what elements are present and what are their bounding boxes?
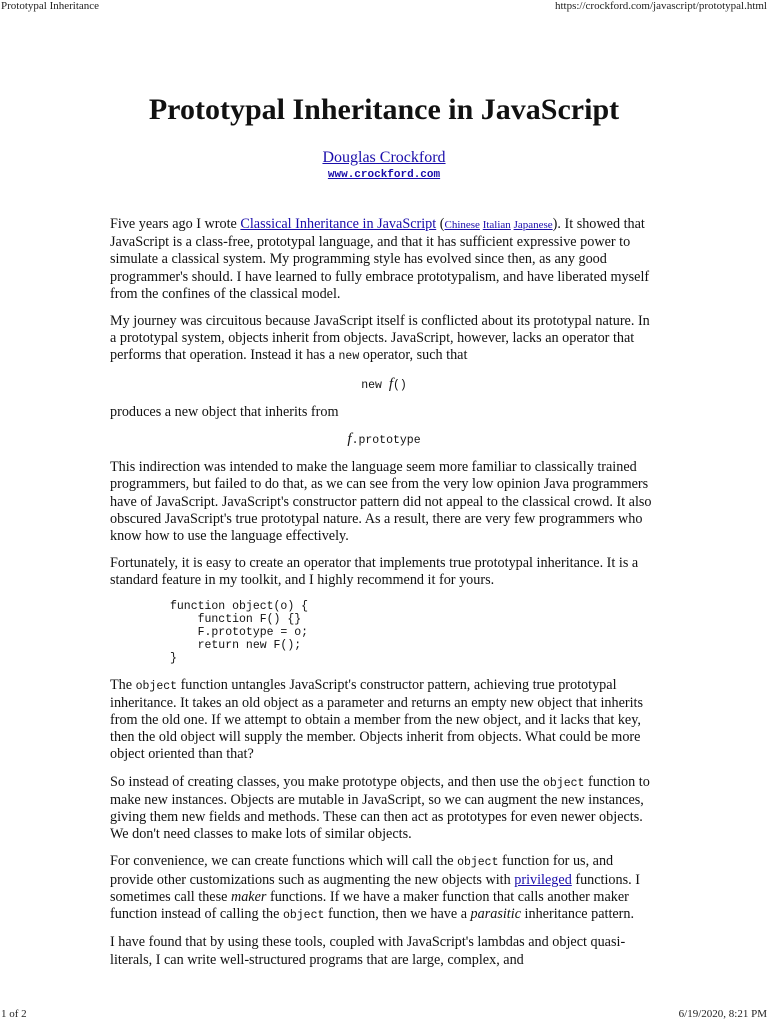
paragraph-8: For convenience, we can create functions which will call the object function for us, and provide other customizations such as augmenting the new objects with privileged functions. I sometimes call these maker functions. If we have a maker function that calls another maker function instead of calling the object function, then we have a parasitic inheritance pattern. <box>110 853 640 923</box>
paragraph-1: Five years ago I wrote Classical Inheritance in JavaScript (Chinese Italian Japanese). It showed that JavaScript is a class-free, prototypal language, and that it has sufficient expressive power to simulate a classical system. My programming style has evolved since then, as any good programmer's should. I have learned to fully embrace prototypalism, and have liberated myself from the confines of the classical model. <box>110 216 650 302</box>
code-block: function object(o) { function F() {} F.prototype = o; return new F(); } <box>170 599 309 665</box>
article-body <box>110 216 658 979</box>
author-block <box>0 148 768 182</box>
paragraph-9: I have found that by using these tools, coupled with JavaScript's lambdas and object quasi-literals, I can write well-structured programs that are large, complex, and <box>110 934 626 968</box>
paragraph-4: This indirection was intended to make the language seem more familiar to classically trained programmers, but failed to do that, as we can see from the very low opinion Java programmers have of JavaScript. JavaScript's constructor pattern did not appeal to the classical crowd. It also obscured JavaScript's true prototypal nature. As a result, there are very few programmers who know how to use the language effectively. <box>110 459 652 545</box>
print-timestamp: 6/19/2020, 8:21 PM <box>678 1008 767 1020</box>
print-footer <box>0 1008 768 1024</box>
japanese-link[interactable]: Japanese <box>513 219 553 231</box>
print-url: https://crockford.com/javascript/prototypal.html <box>554 0 767 12</box>
paragraph-2: My journey was circuitous because JavaScript itself is conflicted about its prototypal nature. In a prototypal system, objects inherit from objects. JavaScript, however, lacks an operator that performs that operation. Instead it has a new operator, such that <box>110 313 650 364</box>
chinese-link[interactable]: Chinese <box>444 219 480 231</box>
paragraph-6: The object function untangles JavaScript's constructor pattern, achieving true prototypal inheritance. It takes an old object as a parameter and returns an empty new object that inherits from the old one. If we attempt to obtain a member from the new object, and it lacks that key, then the old object will supply the member. Objects inherit from objects. What could be more object oriented than that? <box>110 676 644 763</box>
site-link[interactable]: www.crockford.com <box>327 169 441 181</box>
print-header <box>0 0 768 16</box>
privileged-link[interactable]: privileged <box>514 871 572 888</box>
page-title: Prototypal Inheritance in JavaScript <box>148 93 620 126</box>
paragraph-7: So instead of creating classes, you make prototype objects, and then use the object function to make new instances. Objects are mutable in JavaScript, so we can augment the new instances, giving them new fields and methods. These can then act as prototypes for even newer objects. We don't need classes to make lots of similar objects. <box>110 773 650 843</box>
author-link[interactable]: Douglas Crockford <box>322 149 446 166</box>
paragraph-3: produces a new object that inherits from <box>110 403 339 420</box>
classical-inheritance-link[interactable]: Classical Inheritance in JavaScript <box>240 216 437 232</box>
page-count: 1 of 2 <box>1 1008 27 1020</box>
expression-f-prototype: f.prototype <box>347 431 421 448</box>
print-page-title: Prototypal Inheritance <box>1 0 100 12</box>
paragraph-5: Fortunately, it is easy to create an operator that implements true prototypal inheritance. It is a standard feature in my toolkit, and I highly recommend it for yours. <box>110 555 639 589</box>
expression-new-f: new f() <box>361 375 407 392</box>
italian-link[interactable]: Italian <box>482 219 511 231</box>
